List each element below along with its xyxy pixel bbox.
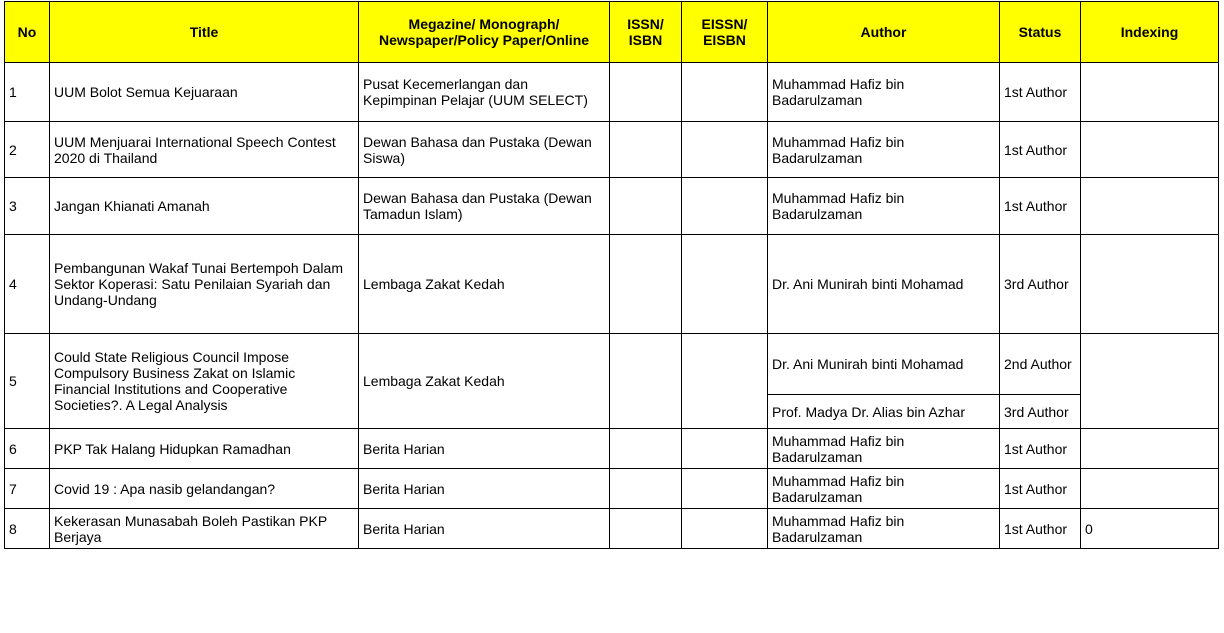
table-row: [5, 334, 1219, 395]
cell-status[interactable]: 1st Author: [1000, 509, 1081, 549]
table-row: [5, 235, 1219, 334]
cell-eissn[interactable]: [682, 509, 768, 549]
cell-no[interactable]: 1: [5, 63, 50, 122]
cell-status[interactable]: 1st Author: [1000, 122, 1081, 178]
cell-publication[interactable]: Berita Harian: [359, 469, 610, 509]
table-row: [5, 178, 1219, 235]
cell-author[interactable]: Muhammad Hafiz bin Badarulzaman: [768, 429, 1000, 469]
header-author[interactable]: Author: [768, 2, 1000, 63]
cell-no[interactable]: 6: [5, 429, 50, 469]
cell-issn[interactable]: [610, 509, 682, 549]
cell-issn[interactable]: [610, 63, 682, 122]
cell-title[interactable]: Kekerasan Munasabah Boleh Pastikan PKP Berjaya: [50, 509, 359, 549]
cell-indexing[interactable]: [1081, 178, 1219, 235]
cell-author[interactable]: Dr. Ani Munirah binti Mohamad: [768, 334, 1000, 395]
header-title[interactable]: Title: [50, 2, 359, 63]
publications-table: [4, 1, 1219, 549]
header-no[interactable]: No: [5, 2, 50, 63]
cell-publication[interactable]: Dewan Bahasa dan Pustaka (Dewan Siswa): [359, 122, 610, 178]
cell-author[interactable]: Prof. Madya Dr. Alias bin Azhar: [768, 395, 1000, 429]
cell-publication[interactable]: Dewan Bahasa dan Pustaka (Dewan Tamadun Islam): [359, 178, 610, 235]
header-eissn[interactable]: EISSN/ EISBN: [682, 2, 768, 63]
cell-issn[interactable]: [610, 334, 682, 429]
cell-title[interactable]: UUM Menjuarai International Speech Contest 2020 di Thailand: [50, 122, 359, 178]
cell-no[interactable]: 4: [5, 235, 50, 334]
header-status[interactable]: Status: [1000, 2, 1081, 63]
cell-publication[interactable]: Lembaga Zakat Kedah: [359, 235, 610, 334]
cell-indexing[interactable]: [1081, 122, 1219, 178]
cell-status[interactable]: 1st Author: [1000, 178, 1081, 235]
cell-title[interactable]: Covid 19 : Apa nasib gelandangan?: [50, 469, 359, 509]
cell-title[interactable]: PKP Tak Halang Hidupkan Ramadhan: [50, 429, 359, 469]
header-row: [5, 2, 1219, 63]
cell-author[interactable]: Muhammad Hafiz bin Badarulzaman: [768, 178, 1000, 235]
cell-status[interactable]: 3rd Author: [1000, 235, 1081, 334]
cell-title[interactable]: Could State Religious Council Impose Compulsory Business Zakat on Islamic Financial Institutions and Cooperative Societies?. A Legal Analysis: [50, 334, 359, 429]
cell-no[interactable]: 3: [5, 178, 50, 235]
cell-author[interactable]: Muhammad Hafiz bin Badarulzaman: [768, 122, 1000, 178]
cell-eissn[interactable]: [682, 122, 768, 178]
table-row: [5, 63, 1219, 122]
cell-author[interactable]: Muhammad Hafiz bin Badarulzaman: [768, 509, 1000, 549]
cell-author[interactable]: Muhammad Hafiz bin Badarulzaman: [768, 63, 1000, 122]
cell-no[interactable]: 7: [5, 469, 50, 509]
cell-eissn[interactable]: [682, 429, 768, 469]
cell-publication[interactable]: Berita Harian: [359, 509, 610, 549]
table-row: [5, 429, 1219, 469]
cell-status[interactable]: 3rd Author: [1000, 395, 1081, 429]
cell-no[interactable]: 5: [5, 334, 50, 429]
cell-issn[interactable]: [610, 429, 682, 469]
cell-author[interactable]: Muhammad Hafiz bin Badarulzaman: [768, 469, 1000, 509]
cell-indexing[interactable]: [1081, 63, 1219, 122]
header-indexing[interactable]: Indexing: [1081, 2, 1219, 63]
cell-no[interactable]: 8: [5, 509, 50, 549]
header-issn[interactable]: ISSN/ ISBN: [610, 2, 682, 63]
cell-indexing[interactable]: [1081, 235, 1219, 334]
cell-title[interactable]: UUM Bolot Semua Kejuaraan: [50, 63, 359, 122]
cell-status[interactable]: 1st Author: [1000, 469, 1081, 509]
header-publication[interactable]: Megazine/ Monograph/ Newspaper/Policy Paper/Online: [359, 2, 610, 63]
cell-status[interactable]: 1st Author: [1000, 63, 1081, 122]
cell-eissn[interactable]: [682, 63, 768, 122]
cell-status[interactable]: 1st Author: [1000, 429, 1081, 469]
cell-indexing[interactable]: [1081, 334, 1219, 429]
cell-eissn[interactable]: [682, 235, 768, 334]
cell-no[interactable]: 2: [5, 122, 50, 178]
publication-sheet: [4, 1, 1219, 549]
cell-publication[interactable]: Lembaga Zakat Kedah: [359, 334, 610, 429]
cell-title[interactable]: Jangan Khianati Amanah: [50, 178, 359, 235]
cell-title[interactable]: Pembangunan Wakaf Tunai Bertempoh Dalam Sektor Koperasi: Satu Penilaian Syariah dan Undang-Undang: [50, 235, 359, 334]
cell-issn[interactable]: [610, 122, 682, 178]
cell-issn[interactable]: [610, 235, 682, 334]
cell-indexing[interactable]: [1081, 429, 1219, 469]
cell-issn[interactable]: [610, 178, 682, 235]
cell-publication[interactable]: Berita Harian: [359, 429, 610, 469]
cell-author[interactable]: Dr. Ani Munirah binti Mohamad: [768, 235, 1000, 334]
cell-publication[interactable]: Pusat Kecemerlangan dan Kepimpinan Pelajar (UUM SELECT): [359, 63, 610, 122]
cell-issn[interactable]: [610, 469, 682, 509]
cell-status[interactable]: 2nd Author: [1000, 334, 1081, 395]
cell-eissn[interactable]: [682, 334, 768, 429]
cell-eissn[interactable]: [682, 178, 768, 235]
cell-indexing[interactable]: 0: [1081, 509, 1219, 549]
table-row: [5, 469, 1219, 509]
table-row: [5, 122, 1219, 178]
cell-eissn[interactable]: [682, 469, 768, 509]
cell-indexing[interactable]: [1081, 469, 1219, 509]
table-row: [5, 509, 1219, 549]
